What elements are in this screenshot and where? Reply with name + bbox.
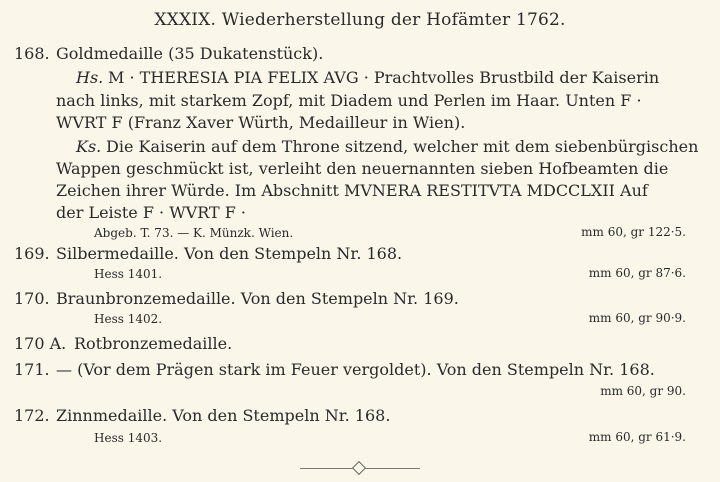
entry-168-hs-line3: WVRT F (Franz Xaver Würth, Medailleur in Wien). [56,113,466,132]
entry-169-title: Silbermedaille. Von den Stempeln Nr. 168. [56,244,403,263]
entry-172-measure: mm 60, gr 61·9. [588,430,686,444]
entry-171-measure: mm 60, gr 90. [600,384,686,398]
entry-168-ks-line2: Wappen geschmückt ist, verleiht den neuernannten sieben Hofbeamten die [56,159,669,178]
entry-168-measure: mm 60, gr 122·5. [581,225,686,239]
entry-168-ks-line3: Zeichen ihrer Würde. Im Abschnitt MVNERA RESTITVTA MDCCLXII Auf [56,181,648,200]
entry-170-measure: mm 60, gr 90·9. [588,311,686,325]
entry-168-hs-line2: nach links, mit starkem Zopf, mit Diadem und Perlen im Haar. Unten F · [56,91,642,110]
entry-169-measure: mm 60, gr 87·6. [588,266,686,280]
entry-170-title: Braunbronzemedaille. Von den Stempeln Nr. 169. [56,289,459,308]
entry-168-number: 168. [14,44,50,63]
entry-168-ks-label: Ks. [76,137,102,156]
entry-172-title: Zinnmedaille. Von den Stempeln Nr. 168. [56,406,391,425]
entry-170-number: 170. [14,289,50,308]
entry-168-hs-line1: M · THERESIA PIA FELIX AVG · Prachtvolles Brustbild der Kaiserin [108,68,660,87]
entry-168-title: Goldmedaille (35 Dukatenstück). [56,44,324,63]
entry-172-number: 172. [14,406,50,425]
entry-171-number: 171. [14,360,50,379]
entry-170-reference: Hess 1402. [94,312,163,326]
entry-171-title: — (Vor dem Prägen stark im Feuer vergoldet). Von den Stempeln Nr. 168. [56,360,655,379]
entry-169-reference: Hess 1401. [94,267,163,281]
entry-168-ks-line4: der Leiste F · WVRT F · [56,203,247,222]
page-heading: XXXIX. Wiederherstellung der Hofämter 1762. [154,10,566,30]
entry-168-ks-line1: Die Kaiserin auf dem Throne sitzend, welcher mit dem siebenbürgischen [106,137,699,156]
divider-ornament-icon [352,461,366,475]
entry-169-number: 169. [14,244,50,263]
entry-172-reference: Hess 1403. [94,431,163,445]
entry-168-reference: Abgeb. T. 73. — K. Münzk. Wien. [94,226,294,240]
entry-168-hs-label: Hs. [76,68,104,87]
entry-170a-title: Rotbronzemedaille. [74,334,233,353]
entry-170a-number: 170 A. [14,334,67,353]
